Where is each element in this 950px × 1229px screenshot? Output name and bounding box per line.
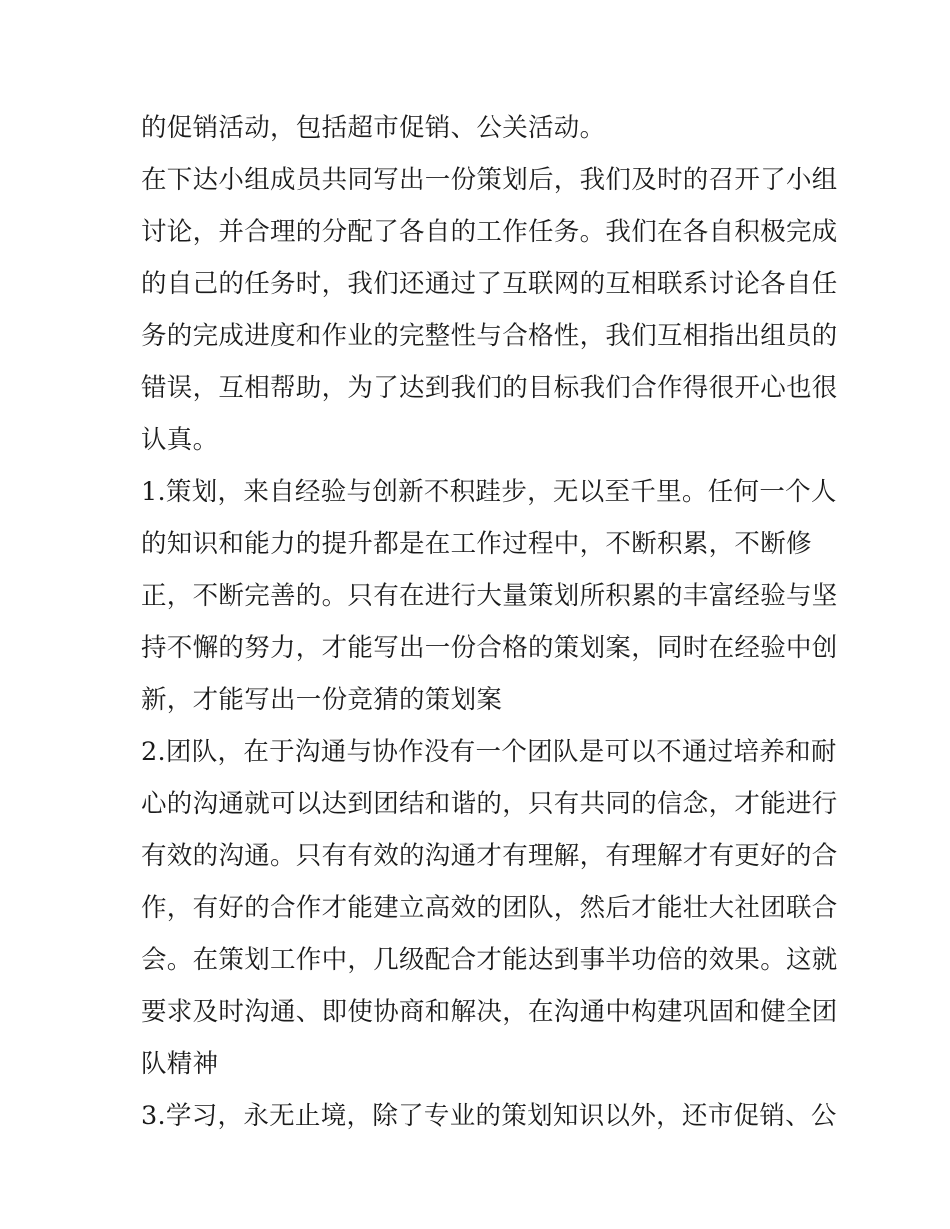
text-line: 要求及时沟通、即使协商和解决，在沟通中构建巩固和健全团 (141, 997, 838, 1027)
text-line: 务的完成进度和作业的完整性与合格性，我们互相指出组员的 (141, 321, 838, 351)
text-line: 讨论，并合理的分配了各自的工作任务。我们在各自积极完成 (141, 217, 838, 247)
text-line: 的自己的任务时，我们还通过了互联网的互相联系讨论各自任 (141, 269, 838, 299)
text-line: 会。在策划工作中，几级配合才能达到事半功倍的效果。这就 (141, 945, 838, 975)
text-line: 1.策划，来自经验与创新不积跬步，无以至千里。任何一个人 (141, 477, 837, 507)
text-line: 作，有好的合作才能建立高效的团队，然后才能壮大社团联合 (141, 893, 838, 923)
text-line: 心的沟通就可以达到团结和谐的，只有共同的信念，才能进行 (141, 789, 838, 819)
text-line: 3.学习，永无止境，除了专业的策划知识以外，还市促销、公 (141, 1101, 837, 1131)
text-line: 错误，互相帮助，为了达到我们的目标我们合作得很开心也很 (141, 373, 838, 403)
text-line: 队精神 (141, 1049, 219, 1079)
text-line: 正，不断完善的。只有在进行大量策划所积累的丰富经验与坚 (141, 581, 838, 611)
text-line: 新，才能写出一份竞猜的策划案 (141, 685, 503, 715)
text-line: 持不懈的努力，才能写出一份合格的策划案，同时在经验中创 (141, 633, 838, 663)
text-line: 在下达小组成员共同写出一份策划后，我们及时的召开了小组 (141, 165, 838, 195)
text-line: 的知识和能力的提升都是在工作过程中，不断积累，不断修 (141, 529, 812, 559)
text-line: 有效的沟通。只有有效的沟通才有理解，有理解才有更好的合 (141, 841, 838, 871)
text-line: 的促销活动，包括超市促销、公关活动。 (141, 113, 606, 143)
text-line: 认真。 (141, 425, 219, 455)
text-line: 2.团队，在于沟通与协作没有一个团队是可以不通过培养和耐 (141, 737, 837, 767)
